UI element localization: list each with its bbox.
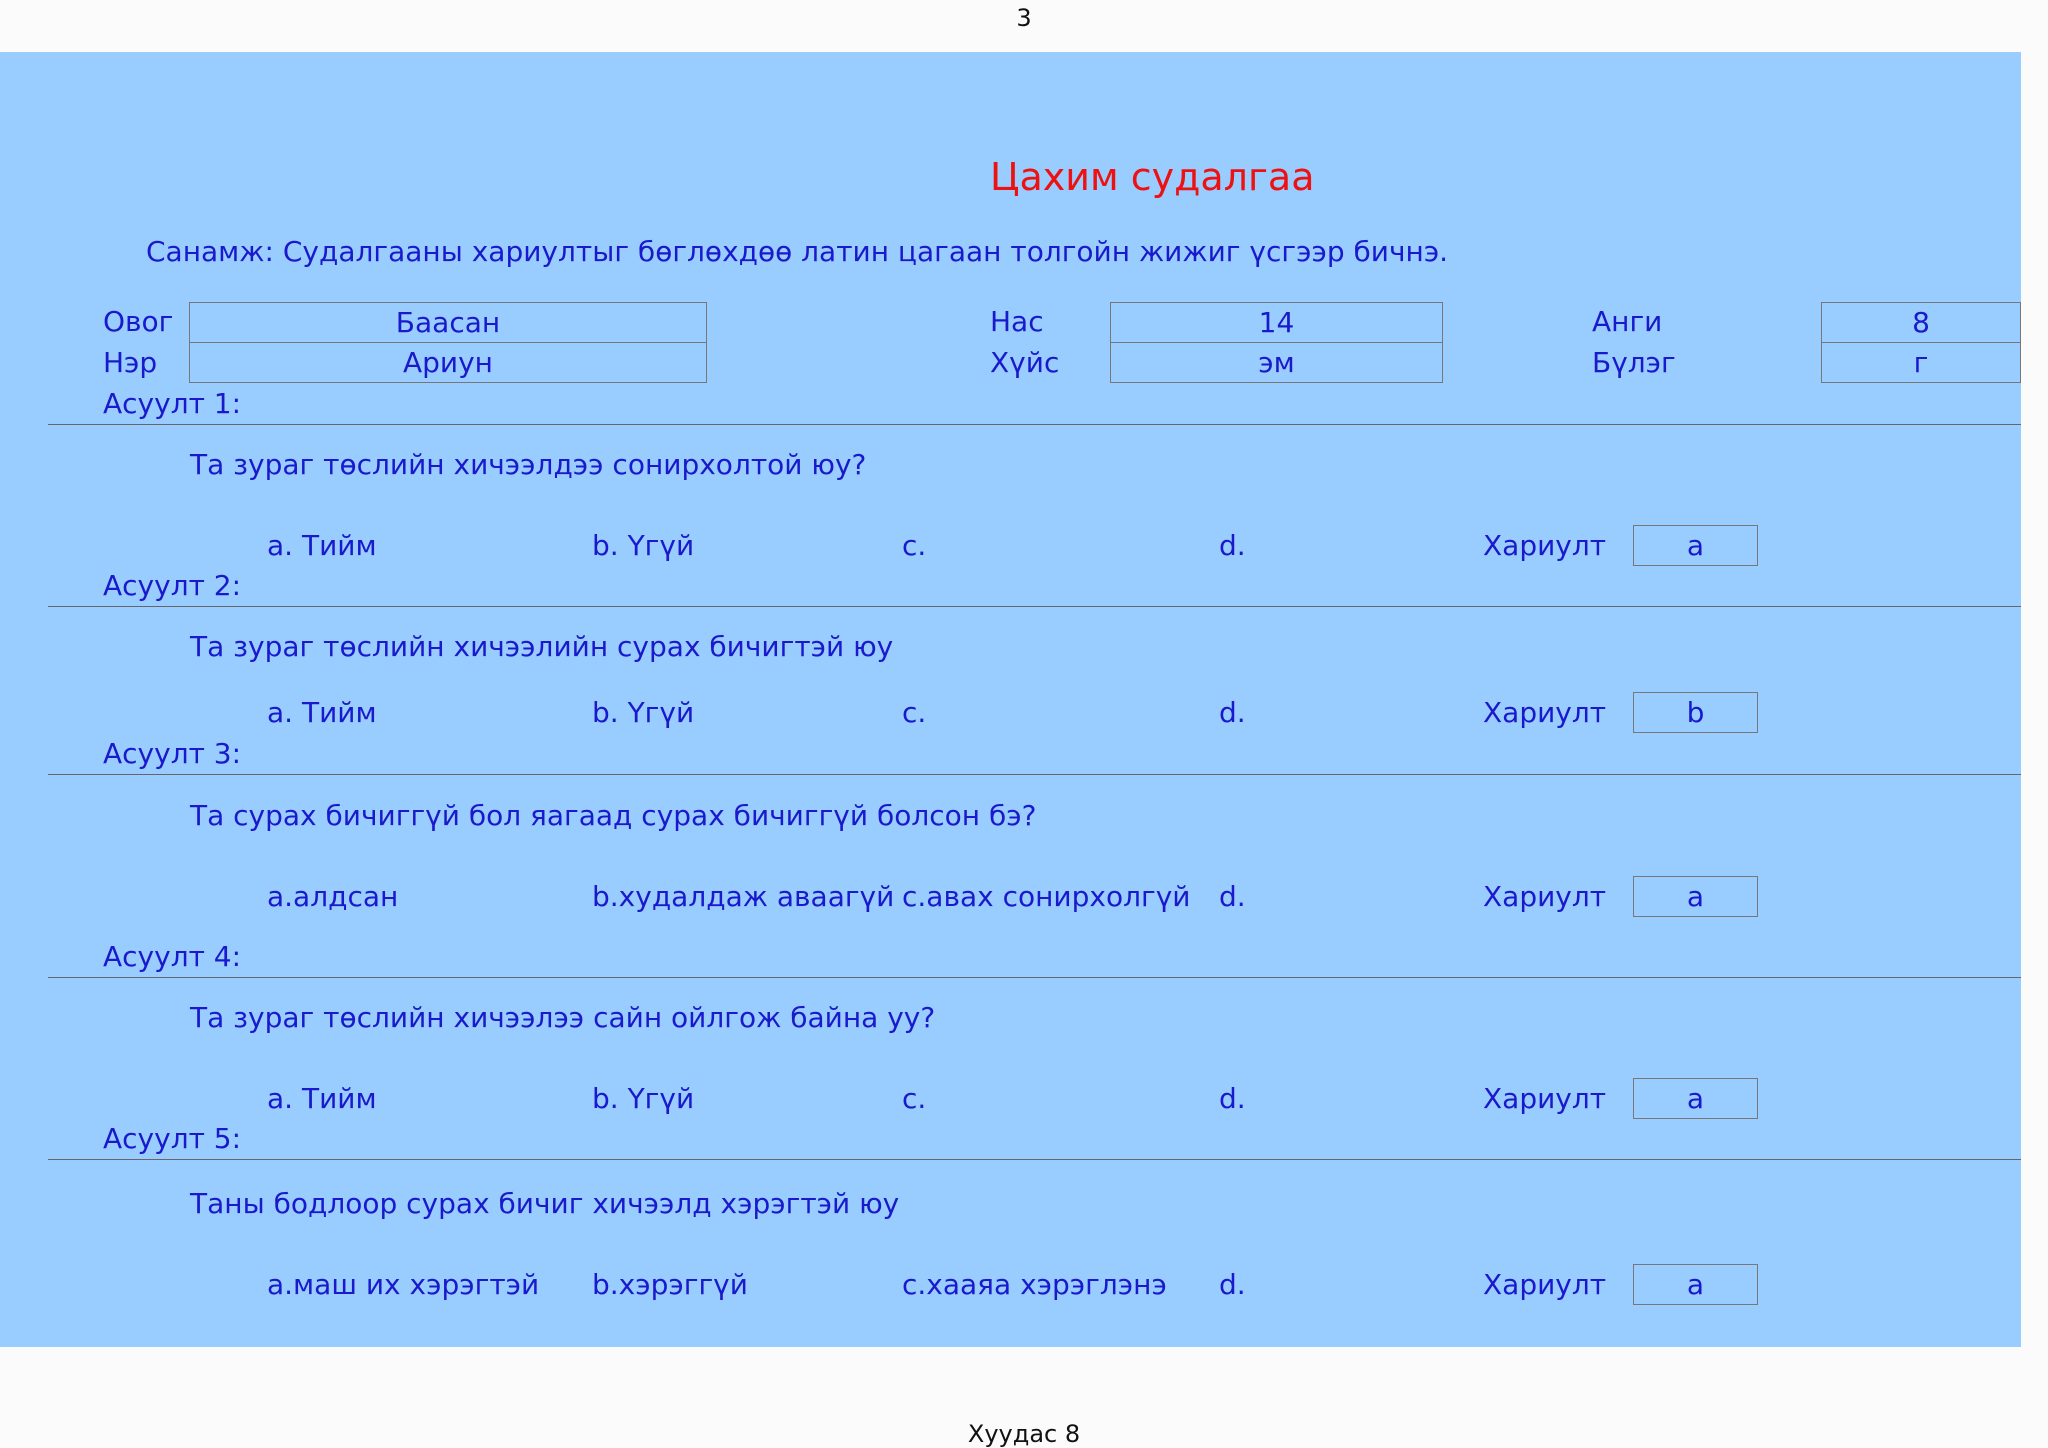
name-label: Нэр bbox=[103, 346, 158, 379]
question-label: Асуулт 1: bbox=[103, 387, 242, 420]
surname-field[interactable]: Баасан bbox=[189, 302, 707, 343]
option-b: b. Үгүй bbox=[592, 1082, 695, 1115]
question-divider bbox=[48, 606, 2021, 607]
option-b: b.худалдаж аваагүй bbox=[592, 880, 895, 913]
section-field[interactable]: г bbox=[1821, 342, 2021, 383]
option-c: c. bbox=[902, 529, 927, 562]
option-c: c.авах сонирхолгүй bbox=[902, 880, 1191, 913]
question-text: Та зураг төслийн хичээлдээ сонирхолтой юу? bbox=[190, 448, 867, 481]
question-label: Асуулт 5: bbox=[103, 1122, 242, 1155]
section-label: Бүлэг bbox=[1592, 346, 1676, 379]
answer-label: Хариулт bbox=[1483, 1268, 1607, 1301]
question-label: Асуулт 3: bbox=[103, 737, 242, 770]
question-text: Та зураг төслийн хичээлийн сурах бичигтэй юу bbox=[190, 630, 894, 663]
page-footer: Хуудас 8 bbox=[967, 1420, 1081, 1448]
option-b: b.хэрэггүй bbox=[592, 1268, 748, 1301]
question-divider bbox=[48, 774, 2021, 775]
gender-label: Хүйс bbox=[990, 346, 1060, 379]
option-c: c. bbox=[902, 1082, 927, 1115]
question-text: Та зураг төслийн хичээлээ сайн ойлгож байна уу? bbox=[190, 1001, 936, 1034]
survey-form-panel bbox=[0, 52, 2021, 1347]
age-label: Нас bbox=[990, 305, 1044, 338]
option-a: a. Тийм bbox=[267, 696, 377, 729]
option-d: d. bbox=[1219, 1082, 1246, 1115]
answer-field[interactable]: b bbox=[1633, 692, 1758, 733]
surname-label: Овог bbox=[103, 305, 174, 338]
gender-field[interactable]: эм bbox=[1110, 342, 1443, 383]
option-a: a. Тийм bbox=[267, 529, 377, 562]
option-b: b. Үгүй bbox=[592, 696, 695, 729]
option-d: d. bbox=[1219, 529, 1246, 562]
answer-field[interactable]: a bbox=[1633, 876, 1758, 917]
age-field[interactable]: 14 bbox=[1110, 302, 1443, 343]
option-a: a. Тийм bbox=[267, 1082, 377, 1115]
option-d: d. bbox=[1219, 696, 1246, 729]
question-divider bbox=[48, 424, 2021, 425]
answer-label: Хариулт bbox=[1483, 880, 1607, 913]
option-d: d. bbox=[1219, 880, 1246, 913]
question-text: Таны бодлоор сурах бичиг хичээлд хэрэгтэй юу bbox=[190, 1187, 900, 1220]
answer-field[interactable]: a bbox=[1633, 525, 1758, 566]
answer-field[interactable]: a bbox=[1633, 1078, 1758, 1119]
question-divider bbox=[48, 977, 2021, 978]
option-c: c. bbox=[902, 696, 927, 729]
form-title: Цахим судалгаа bbox=[990, 155, 1315, 199]
answer-field[interactable]: a bbox=[1633, 1264, 1758, 1305]
option-c: c.хааяа хэрэглэнэ bbox=[902, 1268, 1167, 1301]
grade-label: Анги bbox=[1592, 305, 1663, 338]
answer-label: Хариулт bbox=[1483, 529, 1607, 562]
option-b: b. Үгүй bbox=[592, 529, 695, 562]
question-divider bbox=[48, 1159, 2021, 1160]
question-label: Асуулт 4: bbox=[103, 940, 242, 973]
option-d: d. bbox=[1219, 1268, 1246, 1301]
option-a: a.алдсан bbox=[267, 880, 399, 913]
question-text: Та сурах бичиггүй бол яагаад сурах бичиггүй болсон бэ? bbox=[190, 799, 1037, 832]
name-field[interactable]: Ариун bbox=[189, 342, 707, 383]
option-a: a.маш их хэрэгтэй bbox=[267, 1268, 540, 1301]
answer-label: Хариулт bbox=[1483, 696, 1607, 729]
grade-field[interactable]: 8 bbox=[1821, 302, 2021, 343]
question-label: Асуулт 2: bbox=[103, 569, 242, 602]
answer-label: Хариулт bbox=[1483, 1082, 1607, 1115]
page-number: 3 bbox=[1016, 4, 1032, 32]
instruction-note: Санамж: Судалгааны хариултыг бөглөхдөө латин цагаан толгойн жижиг үсгээр бичнэ. bbox=[146, 235, 1449, 268]
